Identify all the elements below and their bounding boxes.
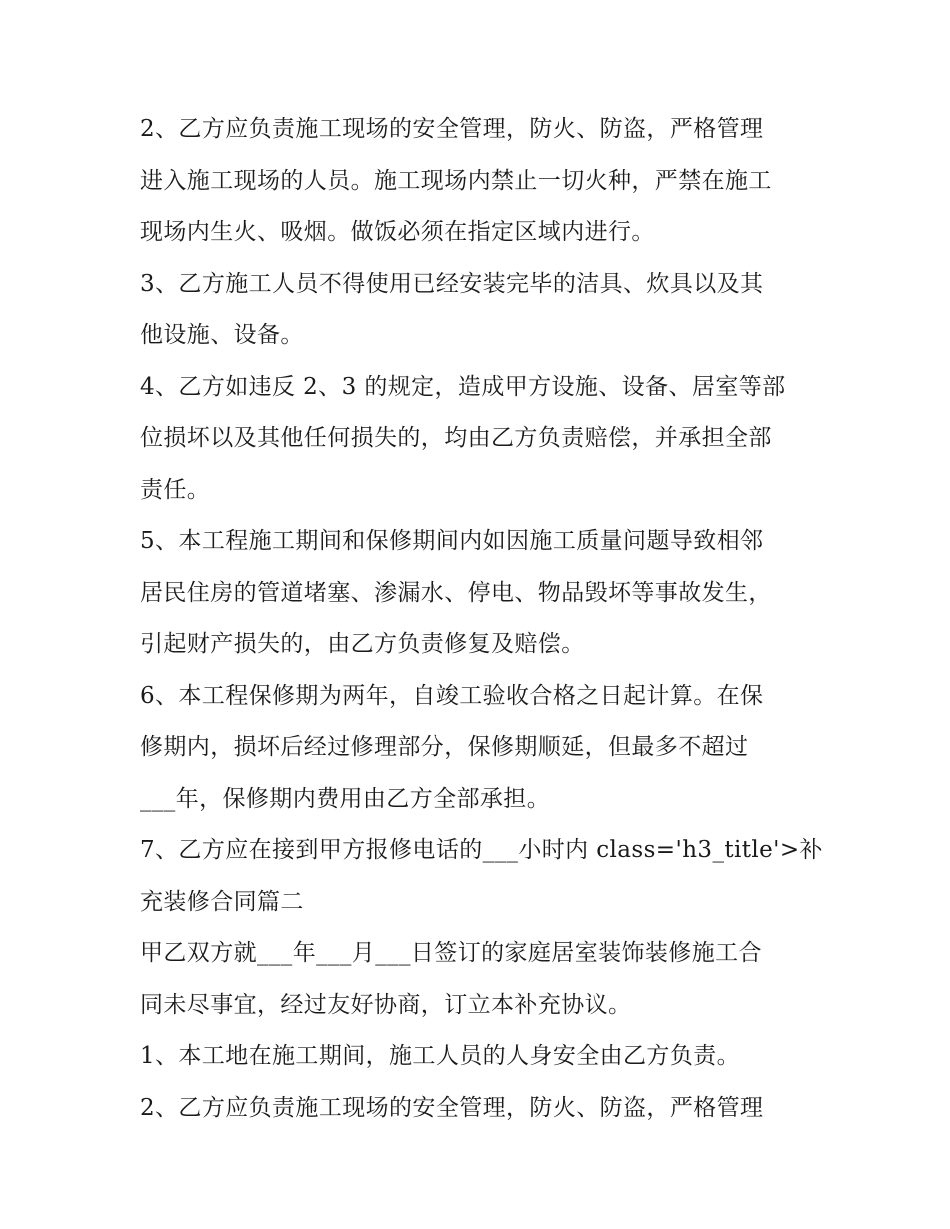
text-line: 7、乙方应在接到甲方报修电话的___小时内 class='h3_title'>补: [140, 837, 823, 863]
text-line: 现场内生火、吸烟。做饭必须在指定区域内进行。: [140, 219, 655, 245]
text-line: 5、本工程施工期间和保修期间内如因施工质量问题导致相邻: [140, 528, 764, 554]
text-line: 引起财产损失的，由乙方负责修复及赔偿。: [140, 631, 585, 657]
section-title-line: 充装修合同篇二: [140, 888, 304, 915]
text-line: 居民住房的管道堵塞、渗漏水、停电、物品毁坏等事故发生，: [140, 579, 772, 606]
text-line: 1、本工地在施工期间，施工人员的人身安全由乙方负责。: [140, 1043, 741, 1069]
text-line: 4、乙方如违反 2、3 的规定，造成甲方设施、设备、居室等部: [140, 373, 786, 400]
text-line: ___年，保修期内费用由乙方全部承担。: [140, 785, 551, 812]
text-line: 他设施、设备。: [140, 322, 304, 348]
text-line: 责任。: [140, 476, 211, 503]
text-line: 进入施工现场的人员。施工现场内禁止一切火种，严禁在施工: [140, 167, 772, 194]
text-line: 2、乙方应负责施工现场的安全管理，防火、防盗，严格管理: [140, 1094, 764, 1121]
document-body: [140, 104, 840, 1134]
text-line: 同未尽事宜，经过友好协商，订立本补充协议。: [140, 991, 632, 1018]
text-line: 6、本工程保修期为两年，自竣工验收合格之日起计算。在保: [140, 682, 764, 709]
text-line: 甲乙双方就___年___月___日签订的家庭居室装饰装修施工合: [140, 940, 762, 966]
text-line: 修期内，损坏后经过修理部分，保修期顺延，但最多不超过: [140, 734, 749, 760]
text-line: 2、乙方应负责施工现场的安全管理，防火、防盗，严格管理: [140, 116, 764, 142]
text-line: 3、乙方施工人员不得使用已经安装完毕的洁具、炊具以及其: [140, 270, 764, 297]
text-line: 位损坏以及其他任何损失的，均由乙方负责赔偿，并承担全部: [140, 425, 772, 451]
